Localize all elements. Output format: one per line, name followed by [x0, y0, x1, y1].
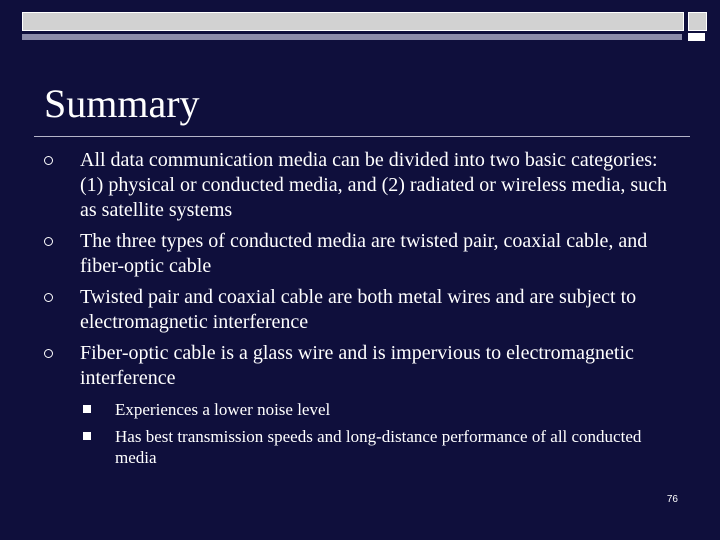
header-decoration-stripe [22, 34, 682, 40]
bullet-text: Twisted pair and coaxial cable are both metal wires and are subject to electromagnetic interference [80, 286, 637, 333]
bullet-item [80, 341, 685, 391]
sub-bullet-list [0, 399, 720, 468]
bullet-list [0, 148, 720, 391]
bullet-item [80, 148, 685, 223]
header-decoration-bar [22, 12, 684, 31]
hollow-circle-bullet-icon [44, 349, 53, 358]
bullet-text: The three types of conducted media are twisted pair, coaxial cable, and fiber-optic cable [80, 230, 648, 277]
header-decoration-box [688, 12, 707, 31]
sub-bullet-text: Experiences a lower noise level [115, 400, 331, 419]
sub-bullet-item [115, 399, 675, 420]
slide-content [0, 148, 720, 474]
title-divider [34, 136, 690, 137]
hollow-circle-bullet-icon [44, 293, 53, 302]
bullet-item [80, 285, 685, 335]
page-number: 76 [666, 494, 678, 505]
hollow-circle-bullet-icon [44, 156, 53, 165]
sub-bullet-item [115, 426, 675, 468]
slide-title: Summary [44, 81, 200, 126]
sub-bullet-text: Has best transmission speeds and long-distance performance of all conducted media [115, 427, 642, 467]
bullet-text: Fiber-optic cable is a glass wire and is impervious to electromagnetic interference [80, 342, 634, 389]
bullet-item [80, 229, 685, 279]
square-bullet-icon [83, 405, 91, 413]
bullet-text: All data communication media can be divided into two basic categories: (1) physical or conducted media, and (2) radiated or wireless media, such as satellite systems [80, 149, 668, 221]
square-bullet-icon [83, 432, 91, 440]
header-decoration-box-small [688, 33, 705, 41]
hollow-circle-bullet-icon [44, 237, 53, 246]
